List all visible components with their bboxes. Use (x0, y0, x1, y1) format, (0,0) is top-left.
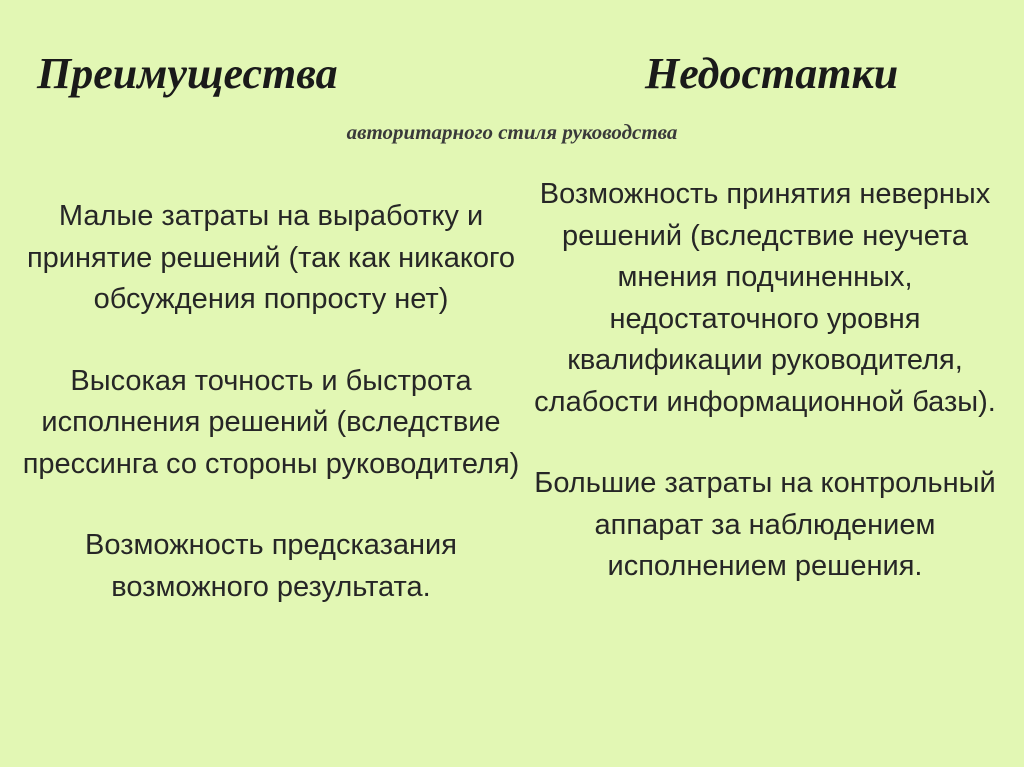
disadvantages-column (520, 174, 1010, 628)
disadvantage-item-2: Большие затраты на контрольный аппарат за наблюдением исполнением решения. (534, 467, 996, 582)
advantage-item-2: Высокая точность и быстрота исполнения решений (вследствие прессинга со стороны руководителя) (22, 364, 520, 480)
advantages-column (14, 196, 528, 648)
disadvantage-item-1: Возможность принятия неверных решений (вследствие неучета мнения подчиненных, недостаточного уровня квалификации руководителя, слабости информационной базы). (534, 178, 996, 418)
advantages-heading: Преимущества (37, 49, 338, 98)
advantage-item-3: Возможность предсказания возможного результата. (85, 529, 457, 603)
subtitle: авторитарного стиля руководства (346, 120, 678, 144)
advantage-item-1: Малые затраты на выработку и принятие решений (так как никакого обсуждения попросту нет) (26, 200, 516, 315)
disadvantages-heading: Недостатки (645, 49, 899, 98)
